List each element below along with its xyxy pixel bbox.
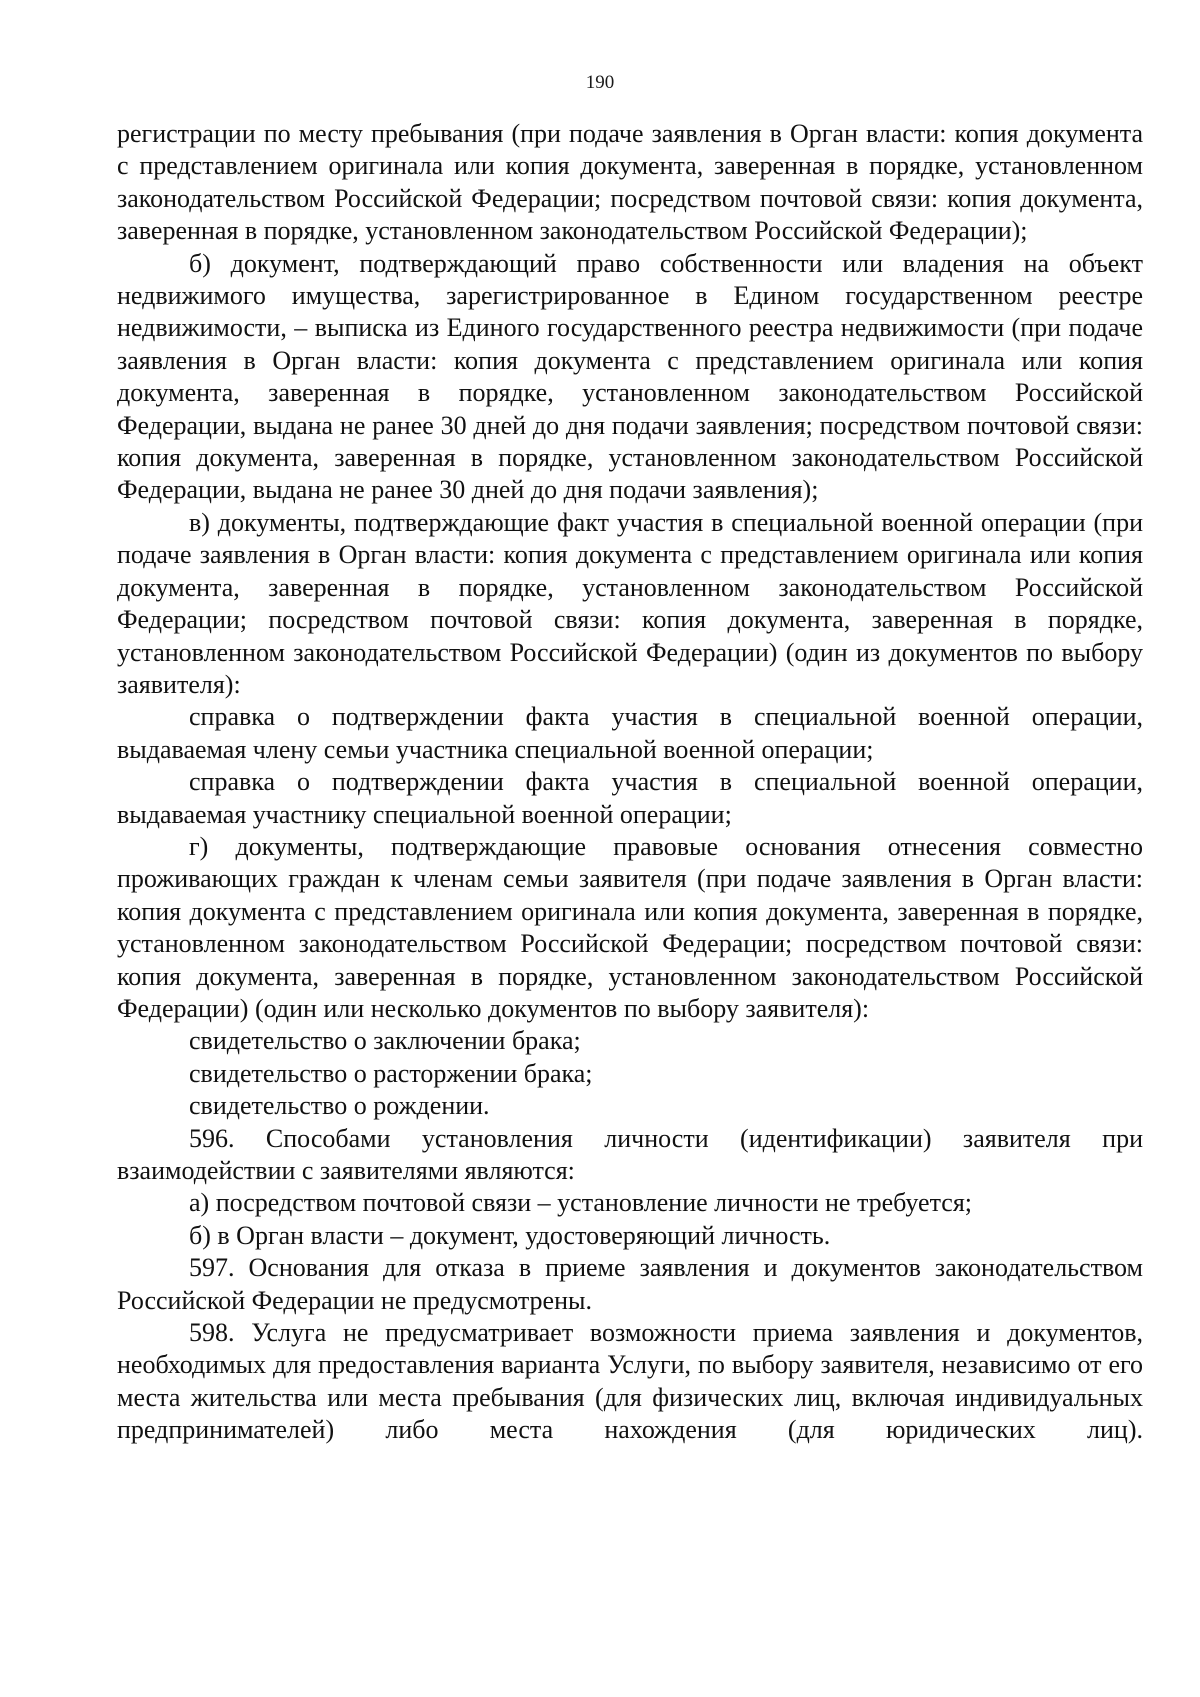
paragraph-item-g-family-documents: г) документы, подтверждающие правовые основания отнесения совместно проживающих граждан к членам семьи заявителя (при подаче заявления в Орган власти: копия документа с представлением оригинала или копия документа, заверенная в порядке, установленном законодательством Российской Федерации; посредством почтовой связи: копия документа, заверенная в порядке, установленном законодательством Российской Федерации) (один или несколько документов по выбору заявителя): [117,831,1143,1023]
paragraph-597-refusal-grounds: 597. Основания для отказа в приеме заявления и документов законодательством Российской Федерации не предусмотрены. [117,1253,1143,1315]
paragraph-marriage-certificate: свидетельство о заключении брака; [189,1026,581,1056]
paragraph-svo-certificate-family: справка о подтверждении факта участия в специальной военной операции, выдаваемая члену семьи участника специальной военной операции; [117,702,1143,764]
paragraph-596-item-a: а) посредством почтовой связи – установление личности не требуется; [189,1188,972,1218]
document-body [117,118,1143,1447]
paragraph-svo-certificate-participant: справка о подтверждении факта участия в специальной военной операции, выдаваемая участнику специальной военной операции; [117,767,1143,829]
paragraph-item-v-svo-documents: в) документы, подтверждающие факт участия в специальной военной операции (при подаче заявления в Орган власти: копия документа с представлением оригинала или копия документа, заверенная в порядке, установленном законодательством Российской Федерации; посредством почтовой связи: копия документа, заверенная в порядке, установленном законодательством Российской Федерации) (один из документов по выбору заявителя): [117,507,1143,699]
paragraph-596-identification: 596. Способами установления личности (идентификации) заявителя при взаимодействии с заявителями являются: [117,1123,1143,1185]
paragraph-item-b-property-document: б) документ, подтверждающий право собственности или владения на объект недвижимого имущества, зарегистрированное в Едином государственном реестре недвижимости, – выписка из Единого государственного реестра недвижимости (при подаче заявления в Орган власти: копия документа с представлением оригинала или копия документа, заверенная в порядке, установленном законодательством Российской Федерации, выдана не ранее 30 дней до дня подачи заявления; посредством почтовой связи: копия документа, заверенная в порядке, установленном законодательством Российской Федерации, выдана не ранее 30 дней до дня подачи заявления); [117,248,1143,505]
paragraph-birth-certificate: свидетельство о рождении. [189,1091,490,1121]
paragraph-registration-continuation: регистрации по месту пребывания (при подаче заявления в Орган власти: копия документа с представлением оригинала или копия документа, заверенная в порядке, установленном законодательством Российской Федерации; посредством почтовой связи: копия документа, заверенная в порядке, установленном законодательством Российской Федерации); [117,119,1143,246]
paragraph-598-extraterritorial: 598. Услуга не предусматривает возможности приема заявления и документов, необходимых для предоставления варианта Услуги, по выбору заявителя, независимо от его места жительства или места пребывания (для физических лиц, включая индивидуальных предпринимателей) либо места нахождения (для юридических лиц). [117,1318,1143,1445]
paragraph-divorce-certificate: свидетельство о расторжении брака; [189,1058,593,1088]
page-number: 190 [585,72,615,93]
paragraph-596-item-b: б) в Орган власти – документ, удостоверяющий личность. [189,1220,831,1250]
